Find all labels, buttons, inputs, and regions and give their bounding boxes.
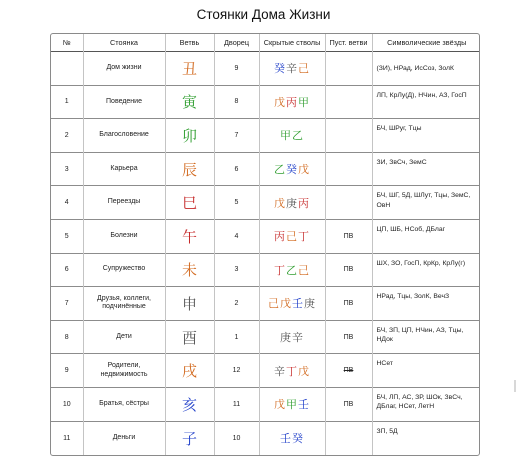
hidden-stems: [259, 52, 325, 86]
hidden-stem: 癸: [286, 163, 298, 177]
symbolic-stars: ЗИ, ЗвСч, ЗемС: [372, 152, 480, 186]
hidden-stem: 壬: [298, 398, 310, 412]
station-name: Друзья, коллеги, подчинённые: [83, 287, 165, 321]
hidden-stem: 庚: [304, 297, 316, 311]
station-name: Братья, сёстры: [83, 387, 165, 421]
page-title: Стоянки Дома Жизни: [196, 7, 331, 22]
symbolic-stars: ЗП, 5Д: [372, 421, 480, 455]
empty-branch-mark: ПВ: [325, 219, 372, 253]
symbolic-stars: НСет: [372, 354, 480, 388]
station-name: Поведение: [83, 85, 165, 119]
row-number: [51, 52, 83, 86]
hidden-stem: 己: [286, 230, 298, 244]
hidden-stem: 丙: [286, 95, 298, 109]
palace-number: 10: [214, 421, 259, 455]
earthly-branch: 亥: [165, 387, 214, 421]
earthly-branch: 酉: [165, 320, 214, 354]
row-number: 9: [51, 354, 83, 388]
empty-branch-mark: [325, 52, 372, 86]
empty-branch-mark: ПВ: [325, 253, 372, 287]
hidden-stem: 辛: [286, 62, 298, 76]
earthly-branch: 未: [165, 253, 214, 287]
palace-number: 6: [214, 152, 259, 186]
row-number: 6: [51, 253, 83, 287]
row-number: 11: [51, 421, 83, 455]
hidden-stem: 己: [298, 263, 310, 277]
table-row: [51, 119, 480, 153]
hidden-stems: [259, 219, 325, 253]
palace-number: 3: [214, 253, 259, 287]
hidden-stems: [259, 320, 325, 354]
hidden-stem: 甲: [280, 129, 292, 143]
header-number: №: [62, 38, 71, 47]
empty-branch-mark: ПВ: [325, 354, 372, 388]
empty-branch-mark: [325, 152, 372, 186]
hidden-stem: 壬: [292, 297, 304, 311]
table-row: [51, 152, 480, 186]
header-branch: Ветвь: [165, 34, 214, 52]
palace-number: 12: [214, 354, 259, 388]
hidden-stem: 壬: [280, 432, 292, 446]
hidden-stem: 乙: [274, 163, 286, 177]
scroll-indicator: [514, 380, 516, 392]
earthly-branch: 寅: [165, 85, 214, 119]
table-row: [51, 421, 480, 455]
hidden-stems: [259, 387, 325, 421]
hidden-stem: 甲: [286, 398, 298, 412]
hidden-stem: 戊: [274, 95, 286, 109]
station-name: Деньги: [83, 421, 165, 455]
header-hidden-stems: Скрытые стволы: [259, 34, 325, 52]
table-row: [51, 354, 480, 388]
row-number: 3: [51, 152, 83, 186]
table-row: [51, 287, 480, 321]
hidden-stems: [259, 119, 325, 153]
symbolic-stars: БЧ, ЛП, АС, ЗР, ШОк, ЗвСч, ДБлаг, НСет, ЛетН: [372, 387, 480, 421]
hidden-stem: 庚: [280, 331, 292, 345]
earthly-branch: 申: [165, 287, 214, 321]
earthly-branch: 戌: [165, 354, 214, 388]
hidden-stems: [259, 354, 325, 388]
table-row: [51, 253, 480, 287]
empty-branch-mark: ПВ: [325, 287, 372, 321]
station-name: Карьера: [83, 152, 165, 186]
station-name: Болезни: [83, 219, 165, 253]
symbolic-stars: ШХ, ЗО, ГосП, КрКр, КрЛу(г): [372, 253, 480, 287]
station-name: Супружество: [83, 253, 165, 287]
row-number: 4: [51, 186, 83, 220]
palace-number: 2: [214, 287, 259, 321]
station-name: Переезды: [83, 186, 165, 220]
station-name: Благословение: [83, 119, 165, 153]
hidden-stems: [259, 85, 325, 119]
symbolic-stars: ЦП, ШБ, НСоб, ДБлаг: [372, 219, 480, 253]
row-number: 10: [51, 387, 83, 421]
hidden-stems: [259, 186, 325, 220]
hidden-stem: 戊: [280, 297, 292, 311]
table-row: [51, 320, 480, 354]
hidden-stem: 丙: [298, 196, 310, 210]
row-number: 7: [51, 287, 83, 321]
earthly-branch: 丑: [165, 52, 214, 86]
hidden-stem: 庚: [286, 196, 298, 210]
hidden-stems: [259, 287, 325, 321]
hidden-stem: 乙: [292, 129, 304, 143]
hidden-stem: 己: [268, 297, 280, 311]
symbolic-stars: НРад, Тцы, ЗолК, ВечЗ: [372, 287, 480, 321]
header-palace: Дворец: [214, 34, 259, 52]
empty-branch-mark: [325, 85, 372, 119]
hidden-stems: [259, 253, 325, 287]
empty-branch-mark: ПВ: [325, 387, 372, 421]
hidden-stem: 丁: [286, 364, 298, 378]
symbolic-stars: ЛП, КрЛу(Д), НЧин, АЗ, ГосП: [372, 85, 480, 119]
palace-number: 5: [214, 186, 259, 220]
table-row: [51, 52, 480, 86]
hidden-stem: 丙: [274, 230, 286, 244]
table-row: [51, 186, 480, 220]
palace-number: 4: [214, 219, 259, 253]
hidden-stem: 乙: [286, 263, 298, 277]
symbolic-stars: БЧ, ШРуг, Тцы: [372, 119, 480, 153]
palace-number: 8: [214, 85, 259, 119]
empty-branch-mark: [325, 421, 372, 455]
hidden-stem: 戊: [274, 398, 286, 412]
symbolic-stars: БЧ, ЗП, ЦП, НЧин, АЗ, Тцы, НДок: [372, 320, 480, 354]
hidden-stem: 辛: [292, 331, 304, 345]
hidden-stem: 戊: [298, 364, 310, 378]
earthly-branch: 巳: [165, 186, 214, 220]
table-row: [51, 85, 480, 119]
palace-number: 9: [214, 52, 259, 86]
symbolic-stars: БЧ, ШГ, 5Д, ШЛут, Тцы, ЗемС, ОвН: [372, 186, 480, 220]
hidden-stem: 癸: [292, 432, 304, 446]
palace-number: 11: [214, 387, 259, 421]
hidden-stem: 戊: [298, 163, 310, 177]
header-row: [51, 34, 480, 52]
life-house-table: [50, 33, 480, 456]
hidden-stem: 己: [298, 62, 310, 76]
header-station: Стоянка: [83, 34, 165, 52]
hidden-stems: [259, 152, 325, 186]
earthly-branch: 卯: [165, 119, 214, 153]
earthly-branch: 子: [165, 421, 214, 455]
empty-branch-mark: [325, 186, 372, 220]
station-name: Родители, недвижимость: [83, 354, 165, 388]
row-number: 5: [51, 219, 83, 253]
empty-branch-mark: [325, 119, 372, 153]
empty-branch-mark: ПВ: [325, 320, 372, 354]
header-symbolic-stars: Символические звёзды: [372, 34, 480, 52]
hidden-stem: 辛: [274, 364, 286, 378]
station-name: Дети: [83, 320, 165, 354]
row-number: 8: [51, 320, 83, 354]
hidden-stems: [259, 421, 325, 455]
hidden-stem: 丁: [298, 230, 310, 244]
hidden-stem: 丁: [274, 263, 286, 277]
palace-number: 1: [214, 320, 259, 354]
table-row: [51, 387, 480, 421]
station-name: Дом жизни: [83, 52, 165, 86]
earthly-branch: 辰: [165, 152, 214, 186]
hidden-stem: 戊: [274, 196, 286, 210]
hidden-stem: 癸: [274, 62, 286, 76]
row-number: 2: [51, 119, 83, 153]
earthly-branch: 午: [165, 219, 214, 253]
header-empty-branches: Пуст. ветви: [325, 34, 372, 52]
row-number: 1: [51, 85, 83, 119]
palace-number: 7: [214, 119, 259, 153]
symbolic-stars: (ЗИ), НРад, ИсСоз, ЗолК: [372, 52, 480, 86]
hidden-stem: 甲: [298, 95, 310, 109]
table-row: [51, 219, 480, 253]
